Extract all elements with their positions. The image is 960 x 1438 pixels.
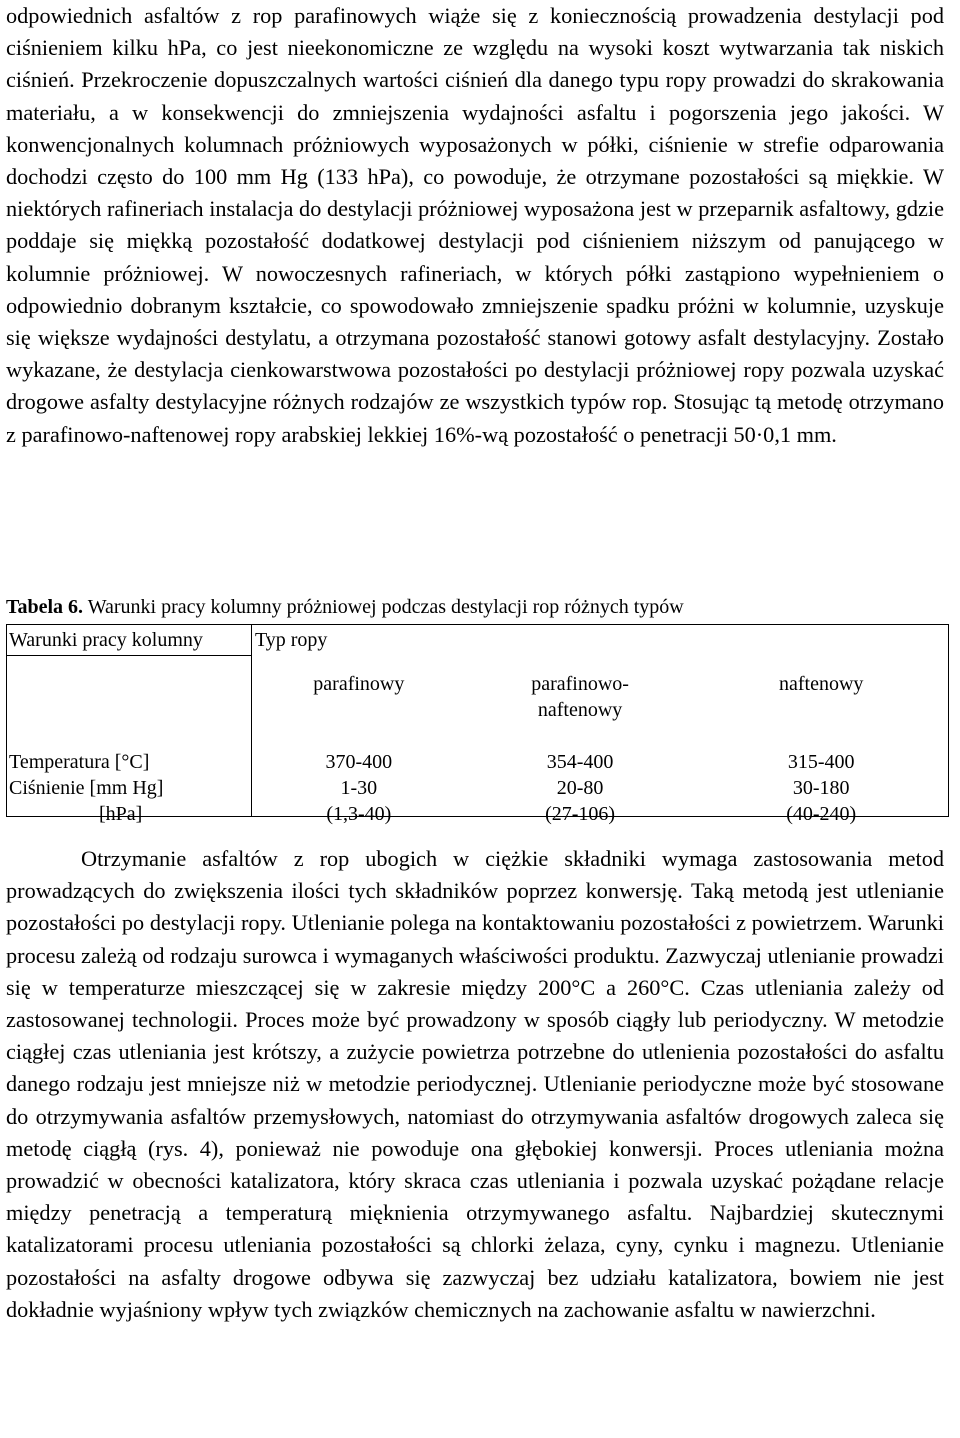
- value-cell: (1,3-40): [326, 802, 392, 825]
- header-conditions: Warunki pracy kolumny: [7, 625, 252, 656]
- value-cell: (40-240): [786, 802, 857, 825]
- table-body-row: [7, 656, 949, 817]
- value-cell: (27-106): [545, 802, 616, 825]
- table-caption-label: Tabela 6.: [6, 596, 84, 618]
- type-naphthenic: naftenowy: [779, 672, 864, 695]
- column-conditions-table: [6, 624, 949, 825]
- paragraph-oxidation: Otrzymanie asfaltów z rop ubogich w ciężkie składniki wymaga zastosowania metod prowadzących do zwiększenia ilości tych składników poprzez konwersję. Taką metodą jest utlenianie pozostałości po destylacji ropy. Utlenianie polega na kontaktowaniu pozostałości z powietrzem. Warunki procesu zależą od rodzaju surowca i wymaganych właściwości produktu. Zazwyczaj utlenianie prowadzi się w temperaturze mieszczącej się w zakresie między 200°C a 260°C. Czas utleniania zależy od zastosowanej technologii. Proces może być prowadzony w sposób ciągły lub periodyczny. W metodzie ciągłej czas utleniania jest krótszy, a zużycie powietrza potrzebne do utlenienia pozostałości do asfaltu danego rodzaju jest mniejsze niż w metodzie periodycznej. Utlenianie periodyczne może być stosowane do otrzymywania asfaltów przemysłowych, natomiast do otrzymywania asfaltów drogowych zaleca się metodę ciągłą (rys. 4), ponieważ nie powoduje ona głębokiej konwersji. Proces utleniania można prowadzić w obecności katalizatora, który skraca czas utleniania i pozwala uzyskać pożądane relacje między penetracją a temperaturą mięknienia otrzymywanego asfaltu. Najbardziej skutecznymi katalizatorami procesu utleniania pozostałości są chlorki żelaza, cyny, cynku i magnezu. Utlenianie pozostałości na asfalty drogowe odbywa się zazwyczaj bez udziału katalizatora, bowiem nie jest dokładnie wyjaśniony wpływ tych związków chemicznych na zachowanie asfaltu w nawierzchni.: [6, 846, 944, 1322]
- value-cell: 370-400: [325, 750, 393, 773]
- table-caption: [6, 594, 684, 620]
- column-paraffinic: [251, 656, 465, 825]
- value-cell: 1-30: [340, 776, 378, 799]
- table-header-row: [7, 625, 949, 656]
- label-temperature: Temperatura [°C]: [9, 751, 150, 773]
- value-cell: 20-80: [556, 776, 604, 799]
- column-paraffinic-naphthenic: [466, 656, 695, 825]
- row-labels-cell: [7, 656, 252, 825]
- header-oil-type: Typ ropy: [251, 625, 948, 656]
- type-paraffinic-naphthenic: parafinowo-: [531, 672, 629, 695]
- document-page: [6, 0, 944, 1322]
- label-pressure-mmhg: Ciśnienie [mm Hg]: [9, 777, 164, 799]
- value-cell: 30-180: [792, 776, 850, 799]
- paragraph-distillation: odpowiednich asfaltów z rop parafinowych wiąże się z koniecznością prowadzenia destylacji pod ciśnieniem kilku hPa, co jest nieekonomiczne ze względu na wysoki koszt wytwarzania tak niskich ciśnień. Przekroczenie dopuszczalnych wartości ciśnień dla danego typu ropy prowadzi do skrakowania materiału, a w konsekwencji do zmniejszenia wydajności asfaltu i pogorszenia jego jakości. W konwencjonalnych kolumnach próżniowych wyposażonych w półki, ciśnienie w strefie odparowania dochodzi często do 100 mm Hg (133 hPa), co powoduje, że otrzymane pozostałości są miękkie. W niektórych rafineriach instalacja do destylacji próżniowej wyposażona jest w przeparnik asfaltowy, gdzie poddaje się miękką pozostałość dodatkowej destylacji pod ciśnieniem niższym od panującego w kolumnie próżniowej. W nowoczesnych rafineriach, w których półki zastąpiono wypełnieniem o odpowiednio dobranym kształcie, co spowodowało zmniejszenie spadku próżni w kolumnie, uzyskuje się większe wydajności destylatu, a otrzymana pozostałość stanowi gotowy asfalt destylacyjny. Zostało wykazane, że destylacja cienkowarstwowa pozostałości po destylacji próżniowej ropy pozwala uzyskać drogowe asfalty destylacyjne różnych rodzajów ze wszystkich typów rop. Stosując tą metodę otrzymano z parafinowo-naftenowej ropy arabskiej lekkiej 16%-wą pozostałość o penetracji 50·0,1 mm.: [6, 3, 944, 447]
- type-paraffinic-naphthenic-line2: naftenowy: [537, 698, 623, 721]
- column-naphthenic: [694, 656, 948, 825]
- value-cell: 354-400: [546, 750, 614, 773]
- table-caption-text: Warunki pracy kolumny próżniowej podczas destylacji rop różnych typów: [83, 596, 684, 618]
- label-pressure-hpa: [hPa]: [99, 803, 143, 825]
- type-paraffinic: parafinowy: [313, 672, 405, 695]
- value-cell: 315-400: [787, 750, 855, 773]
